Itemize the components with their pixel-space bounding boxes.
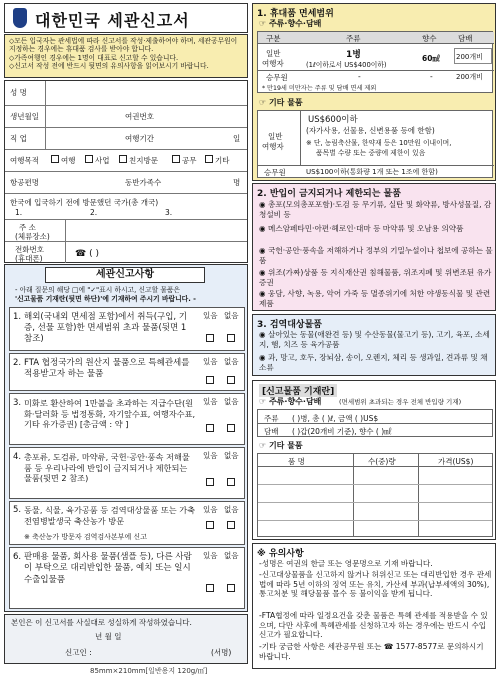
- item-6-no-checkbox[interactable]: [227, 584, 235, 592]
- item-1-yes-checkbox[interactable]: [206, 334, 214, 342]
- item-5-yes-label: 있음: [203, 505, 218, 514]
- phone-sub-label: (휴대폰): [15, 254, 43, 263]
- item-1-no-checkbox[interactable]: [227, 334, 235, 342]
- job-label: 직 업: [10, 134, 27, 143]
- usd-note: (자가사용, 선물용, 신변용품 등에 한함): [306, 126, 435, 135]
- precaution-1: -성명은 여권의 한글 또는 영문명으로 기재 바랍니다.: [259, 559, 433, 568]
- item-4-no-checkbox[interactable]: [227, 478, 235, 486]
- pin-icon: ◉: [259, 353, 269, 362]
- usd-limit: US$600이하: [308, 115, 358, 125]
- prohibited-4-text: 위조(가짜)상품 등 지식재산권 침해물품, 위조지폐 및 위변조된 유가증권: [259, 268, 492, 287]
- declaration-title: 세관신고사항: [45, 267, 205, 283]
- passport-field[interactable]: [165, 105, 248, 127]
- job-field[interactable]: [45, 127, 120, 149]
- item-2-yes-label: 있음: [203, 357, 218, 366]
- goods-entry-row[interactable]: [258, 520, 492, 521]
- passport-label: 여권번호: [125, 112, 154, 121]
- row-general: 일반: [266, 49, 281, 58]
- pin-icon: ◉: [259, 289, 269, 298]
- declaration-section: [4, 264, 248, 612]
- section-4-sub: ☞ 주류·향수·담배: [259, 397, 322, 406]
- crew-label: 승무원: [264, 168, 286, 177]
- item-4-number: 4.: [13, 452, 22, 462]
- prohibited-1-text: 총포(모의총포포함)·도검 등 무기류, 실탄 및 화약류, 방사성물질, 감청설비 등: [259, 200, 492, 219]
- item-5-no-checkbox[interactable]: [227, 521, 235, 529]
- phone-label: 전화번호: [15, 245, 44, 254]
- minor-note: * 만19세 미만자는 주류 및 담배 면세 제외: [262, 85, 377, 92]
- allowance-table: [257, 31, 493, 93]
- row-traveler: 여행자: [262, 59, 284, 68]
- flight-label: 항공편명: [10, 178, 39, 187]
- persons-unit: 명: [233, 178, 241, 187]
- prohibited-3: [259, 246, 493, 265]
- notice-2: ◇가족여행인 경우에는 1명이 대표로 신고할 수 있습니다.: [9, 53, 179, 62]
- item-5-note: ※ 축산농가 방문자 검역검사본부에 신고: [24, 533, 147, 541]
- section-5-title: ※ 유의사항: [257, 549, 304, 559]
- section-precautions: [252, 543, 496, 669]
- general-label: 일반: [268, 132, 283, 141]
- purpose-visit-checkbox[interactable]: [119, 155, 127, 163]
- address-field[interactable]: [65, 219, 248, 241]
- prohibited-5-text: 웅담, 사향, 녹용, 악어 가죽 등 멸종위기에 처한 야생동식물 및 관련 제품: [259, 289, 491, 308]
- declaration-sub-2: '신고물품 기재란(뒷면 하단)'에 기재하여 주시기 바랍니다. -: [15, 295, 196, 303]
- col-price: 가격(US$): [438, 457, 474, 466]
- declaration-sub-1: - 아래 질문의 해당 □에 "✓"표시 하시고, 신고할 물품은: [15, 286, 181, 294]
- item-3: [9, 393, 245, 445]
- dob-label: 생년월일: [10, 112, 39, 121]
- section-prohibited: [252, 183, 496, 311]
- item-5-no-label: 없음: [224, 505, 239, 514]
- quarantine-1-text: 살아있는 동물(애완견 등) 및 수산동물(물고기 등), 고기, 육포, 소세지, 햄, 치즈 등 육가공품: [259, 330, 490, 349]
- tobacco-limit: 200개비: [456, 53, 483, 61]
- phone-value: ☎ ( ): [75, 249, 99, 259]
- liquor-label: 주류: [264, 414, 279, 423]
- item-2-text: FTA 협정국가의 원산지 물품으로 특혜관세를 적용받고자 하는 물품: [24, 358, 190, 380]
- purpose-travel-label: 여행: [61, 156, 76, 165]
- usd-note-3: 품목별 수량 또는 중량에 제한이 있음: [316, 149, 426, 157]
- item-6-text: 판매용 물품, 회사용 물품(샘플 등), 다른 사람이 부탁으로 대리반입한 물품, 예치 또는 일시수출입물품: [24, 552, 192, 585]
- section-quarantine: [252, 314, 496, 376]
- country-2[interactable]: 2.: [90, 208, 98, 217]
- pin-icon: ◉: [259, 200, 269, 209]
- companions-label: 동반가족수: [125, 178, 162, 187]
- col-tobacco: 담배: [458, 34, 473, 43]
- country-3[interactable]: 3.: [165, 208, 173, 217]
- item-2-yes-checkbox[interactable]: [206, 376, 214, 384]
- country-1[interactable]: 1.: [15, 208, 23, 217]
- customs-emblem-icon: [13, 8, 27, 28]
- purpose-other-label: 기타: [215, 156, 230, 165]
- crew-limit: US$100이하(통화량 1개 또는 1조에 한함): [306, 168, 438, 176]
- item-6-number: 6.: [13, 552, 22, 562]
- item-5-yes-checkbox[interactable]: [206, 521, 214, 529]
- row-crew: 승무원: [266, 73, 288, 82]
- section-4-sub2: ☞ 기타 물품: [259, 441, 303, 450]
- paper-spec: 85mm×210mm[일반용지 120g/㎡]: [90, 667, 208, 675]
- section-3-title: 3. 검역대상물품: [257, 320, 322, 330]
- liquor-row: [257, 409, 493, 437]
- alcohol-limit: 1병: [346, 50, 361, 60]
- item-1-yes-label: 있음: [203, 311, 218, 320]
- item-4-yes-checkbox[interactable]: [206, 478, 214, 486]
- item-1-text: 해외(국내외 면세점 포함)에서 취득(구입, 기증, 선물 포함)한 면세범위 초과 물품(뒷면 1 참조): [24, 312, 188, 345]
- goods-entry-row[interactable]: [258, 502, 492, 503]
- crew-tobacco: 200개비: [456, 73, 483, 81]
- countries-label: 한국에 입국하기 전에 방문했던 국가(총 개국): [10, 198, 159, 207]
- address-label: 주 소: [19, 223, 36, 232]
- item-4: [9, 447, 245, 499]
- notice-3: ◇신고서 작성 전에 반드시 뒷면의 유의사항을 읽어보시기 바랍니다.: [9, 62, 209, 71]
- col-category: 구분: [266, 34, 281, 43]
- section-4-title: [신고물품 기재란]: [259, 384, 337, 397]
- crew-perfume: -: [430, 72, 433, 81]
- item-1: [9, 307, 245, 351]
- name-field[interactable]: [45, 81, 248, 105]
- prohibited-2-text: 메스암페타민·아편·헤로인·대마 등 마약류 및 오남용 의약품: [268, 224, 464, 233]
- col-quantity: 수(중)량: [368, 457, 396, 466]
- precaution-4: -기타 궁금한 사항은 세관공무원 또는 ☎ 1577-8577로 문의하시기 바랍니다.: [259, 642, 484, 661]
- days-unit: 일: [233, 134, 241, 143]
- dob-field[interactable]: [45, 105, 120, 127]
- prohibited-4: [259, 268, 493, 287]
- signature-seal: (서명): [211, 648, 232, 657]
- quarantine-2: [259, 353, 493, 372]
- section-1-sub: ☞ 주류·향수·담배: [259, 19, 322, 28]
- name-label: 성 명: [10, 88, 27, 97]
- col-perfume: 향수: [422, 34, 437, 43]
- item-4-no-label: 없음: [224, 451, 239, 460]
- prohibited-3-text: 국헌·공안·풍속을 저해하거나 정부의 기밀누설이나 첩보에 공하는 물품: [259, 246, 493, 265]
- purpose-official-label: 공무: [182, 156, 197, 165]
- purpose-visit-label: 친지방문: [129, 156, 158, 165]
- traveler-label: 여행자: [262, 142, 284, 151]
- precaution-3: -FTA협정에 따라 일정요건을 갖춘 물품은 특혜 관세를 적용받을 수 있으며, 다만 사후에 특혜관세를 신청하고자 하는 경우에는 반드시 수입신고가 필요합니다.: [259, 611, 488, 640]
- item-4-text: 총포류, 도검류, 마약류, 국헌·공안·풍속 저해물품 등 우리나라에 반입이 금지되거나 제한되는 물품(뒷면 2 참조): [24, 452, 190, 483]
- purpose-other-checkbox[interactable]: [205, 155, 213, 163]
- page-title: 대한민국 세관신고서: [35, 11, 190, 30]
- item-3-number: 3.: [13, 398, 22, 408]
- col-item-name: 품 명: [288, 457, 305, 466]
- item-3-text: 미화로 환산하여 1만불을 초과하는 지급수단(원화·달러화 등 법정통화, 자기앞수표, 여행자수표, 기타 유가증권) [총금액 : 약 ]: [24, 398, 196, 429]
- usd-note-2: ※ 단, 농림축산물, 한약재 등은 10만원 이내이며,: [306, 139, 452, 147]
- signature-date[interactable]: 년 월 일: [95, 632, 122, 641]
- crew-alcohol: -: [358, 72, 361, 81]
- pin-icon: ◉: [259, 246, 269, 255]
- section-2-title: 2. 반입이 금지되거나 제한되는 물품: [257, 189, 401, 199]
- pin-icon: ◉: [259, 224, 269, 233]
- notice-1: ◇모든 입국자는 관세법에 따라 신고서를 작성·제출하여야 하며, 세관공무원이 지정하는 경우에는 휴대품 검사를 받아야 합니다.: [9, 37, 238, 54]
- col-alcohol: 주류: [346, 34, 361, 43]
- stay-label: 여행기간: [125, 134, 154, 143]
- item-4-yes-label: 있음: [203, 451, 218, 460]
- liquor-input[interactable]: ( )병, 총 ( )ℓ, 금액 ( )US$: [292, 414, 379, 423]
- item-3-yes-checkbox[interactable]: [206, 424, 214, 432]
- section-duty-free: [252, 3, 496, 181]
- item-5-text: 동물, 식물, 육가공품 등 검역대상물품 또는 가축전염병발생국 축산농가 방문: [24, 505, 196, 526]
- signature-box: [4, 614, 248, 664]
- item-2-no-checkbox[interactable]: [227, 376, 235, 384]
- section-4-sub-note: (면세범위 초과되는 경우 전체 반입량 기재): [339, 398, 462, 406]
- section-1-title: 1. 휴대품 면세범위: [257, 9, 334, 19]
- tobacco-input[interactable]: ( )갑(20개비 기준), 향수 ( )㎖: [292, 427, 392, 436]
- item-1-number: 1.: [13, 312, 22, 322]
- purpose-label: 여행목적: [10, 156, 39, 165]
- quarantine-1: [259, 330, 493, 349]
- item-2-number: 2.: [13, 358, 22, 368]
- prohibited-5: [259, 289, 493, 308]
- signature-statement: 본인은 이 신고서를 사실대로 성실하게 작성하였습니다.: [11, 618, 192, 627]
- other-goods-table: [257, 110, 493, 178]
- quarantine-2-text: 과, 망고, 호두, 장뇌삼, 송이, 오렌지, 체리 등 생과일, 견과류 및 채소류: [259, 353, 488, 372]
- signature-field[interactable]: [105, 647, 205, 659]
- precaution-2: -신고대상물품을 신고하지 않거나 허위신고 또는 대리반입한 경우 관세법에 따라 5년 이하의 징역 또는 유치, 가산세 부과(납부세액의 30%), 통고처분 및 해당물품 몰수 등 불이익을 받게 됩니다.: [259, 570, 492, 599]
- perfume-limit: 60㎖: [422, 54, 440, 63]
- goods-entry-row[interactable]: [258, 484, 492, 485]
- section-declared-goods: [252, 380, 496, 540]
- item-6-no-label: 없음: [224, 551, 239, 560]
- tobacco-label: 담배: [264, 427, 279, 436]
- alcohol-limit-note: (1ℓ이하로서 US$400이하): [306, 61, 387, 69]
- item-3-yes-label: 있음: [203, 397, 218, 406]
- signer-label: 신고인 :: [65, 648, 92, 657]
- pin-icon: ◉: [259, 268, 269, 277]
- item-3-no-label: 없음: [224, 397, 239, 406]
- purpose-business-label: 사업: [95, 156, 110, 165]
- notice-box: [4, 34, 248, 78]
- prohibited-1: [259, 200, 493, 219]
- purpose-travel-checkbox[interactable]: [51, 155, 59, 163]
- other-goods-entry-table: [257, 453, 493, 537]
- traveler-info-form: [4, 80, 248, 263]
- item-1-no-label: 없음: [224, 311, 239, 320]
- item-2-no-label: 없음: [224, 357, 239, 366]
- section-1-sub2: ☞ 기타 물품: [259, 98, 303, 107]
- item-3-no-checkbox[interactable]: [227, 424, 235, 432]
- purpose-business-checkbox[interactable]: [85, 155, 93, 163]
- item-6: [9, 547, 245, 609]
- item-5: [9, 501, 245, 545]
- address-sub-label: (체류장소): [15, 232, 50, 241]
- prohibited-2: [259, 224, 493, 234]
- item-6-yes-checkbox[interactable]: [206, 584, 214, 592]
- item-5-number: 5.: [13, 505, 22, 515]
- purpose-official-checkbox[interactable]: [172, 155, 180, 163]
- item-2: [9, 353, 245, 391]
- form-header: [4, 3, 248, 33]
- item-6-yes-label: 있음: [203, 551, 218, 560]
- pin-icon: ◉: [259, 330, 269, 339]
